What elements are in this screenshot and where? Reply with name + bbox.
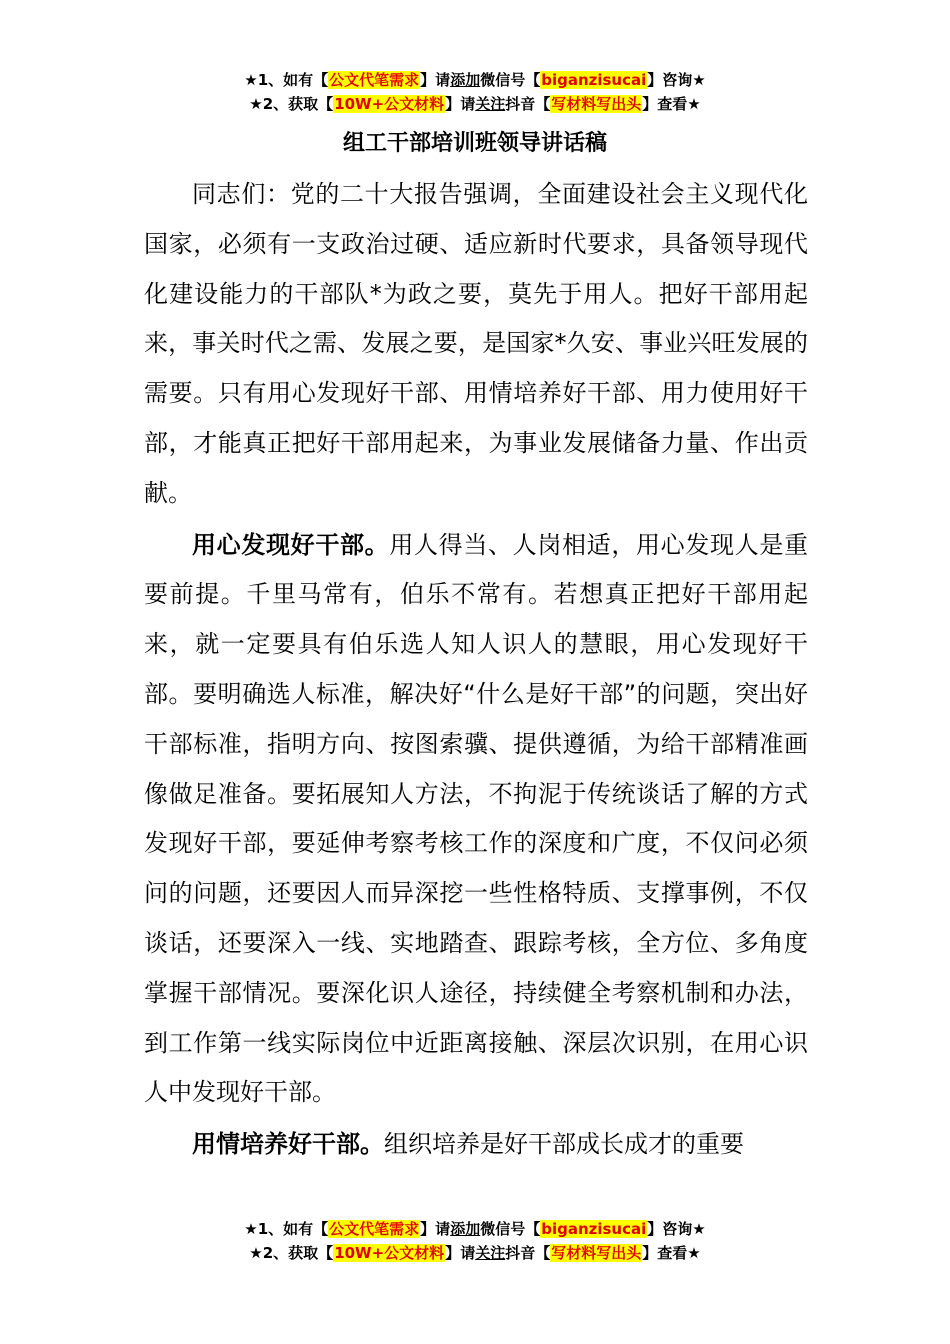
- document-body: [144, 170, 808, 1172]
- banner-highlight: 公文代笔需求: [329, 71, 420, 89]
- paragraph-intro: [144, 170, 808, 519]
- paragraph-cultivate: [144, 1120, 808, 1170]
- banner-highlight: 10W+公文材料: [334, 95, 445, 113]
- banner-highlight: 写材料写出头: [551, 95, 642, 113]
- banner-text: 抖音【: [505, 95, 551, 113]
- banner-text: 】请: [420, 1220, 451, 1238]
- banner-text: 微信号【: [480, 1220, 541, 1238]
- banner-text: 微信号【: [480, 71, 541, 89]
- banner-highlight: 10W+公文材料: [334, 1244, 445, 1262]
- banner-line-1: [0, 1217, 950, 1241]
- banner-text: 】咨询★: [647, 71, 706, 89]
- paragraph-heading: 用心发现好干部。: [192, 530, 390, 559]
- banner-highlight: 写材料写出头: [551, 1244, 642, 1262]
- banner-text: 】请: [445, 95, 476, 113]
- banner-text: 抖音【: [505, 1244, 551, 1262]
- banner-text: 】请: [445, 1244, 476, 1262]
- banner-line-2: [0, 1241, 950, 1265]
- banner-highlight: biganzisucai: [541, 1220, 647, 1238]
- paragraph-text: 同志们：党的二十大报告强调，全面建设社会主义现代化国家，必须有一支政治过硬、适应新时代要求，具备领导现代化建设能力的干部队*为政之要，莫先于用人。把好干部用起来，事关时代之需、发展之要，是国家*久安、事业兴旺发展的需要。只有用心发现好干部、用情培养好干部、用力使用好干部，才能真正把好干部用起来，为事业发展储备力量、作出贡献。: [144, 180, 808, 507]
- banner-highlight: 公文代笔需求: [329, 1220, 420, 1238]
- banner-text: 】请: [420, 71, 451, 89]
- header-banner: [0, 68, 950, 116]
- banner-underline: 添加: [450, 1220, 481, 1238]
- banner-text: 】咨询★: [647, 1220, 706, 1238]
- banner-text: 】查看★: [642, 95, 701, 113]
- paragraph-heading: 用情培养好干部。: [192, 1130, 384, 1159]
- banner-underline: 关注: [475, 95, 506, 113]
- footer-banner: [0, 1217, 950, 1265]
- banner-highlight: biganzisucai: [541, 71, 647, 89]
- banner-text: ★1、如有【: [244, 1220, 329, 1238]
- banner-text: ★2、获取【: [249, 1244, 334, 1262]
- banner-line-1: [0, 68, 950, 92]
- banner-underline: 添加: [450, 71, 481, 89]
- paragraph-text: 用人得当、人岗相适，用心发现人是重要前提。千里马常有，伯乐不常有。若想真正把好干部用起来，就一定要具有伯乐选人知人识人的慧眼，用心发现好干部。要明确选人标准，解决好“什么是好干部”的问题，突出好干部标准，指明方向、按图索骥、提供遵循，为给干部精准画像做足准备。要拓展知人方法，不拘泥于传统谈话了解的方式发现好干部，要延伸考察考核工作的深度和广度，不仅问必须问的问题，还要因人而异深挖一些性格特质、支撑事例，不仅谈话，还要深入一线、实地踏查、跟踪考核，全方位、多角度掌握干部情况。要深化识人途径，持续健全考察机制和办法，到工作第一线实际岗位中近距离接触、深层次识别，在用心识人中发现好干部。: [144, 530, 809, 1107]
- document-title: 组工干部培训班领导讲话稿: [342, 131, 607, 156]
- banner-text: 】查看★: [642, 1244, 701, 1262]
- paragraph-discover: [144, 521, 808, 1119]
- paragraph-text: 组织培养是好干部成长成才的重要: [384, 1130, 744, 1159]
- banner-text: ★2、获取【: [249, 95, 334, 113]
- banner-underline: 关注: [475, 1244, 506, 1262]
- banner-text: ★1、如有【: [244, 71, 329, 89]
- banner-line-2: [0, 92, 950, 116]
